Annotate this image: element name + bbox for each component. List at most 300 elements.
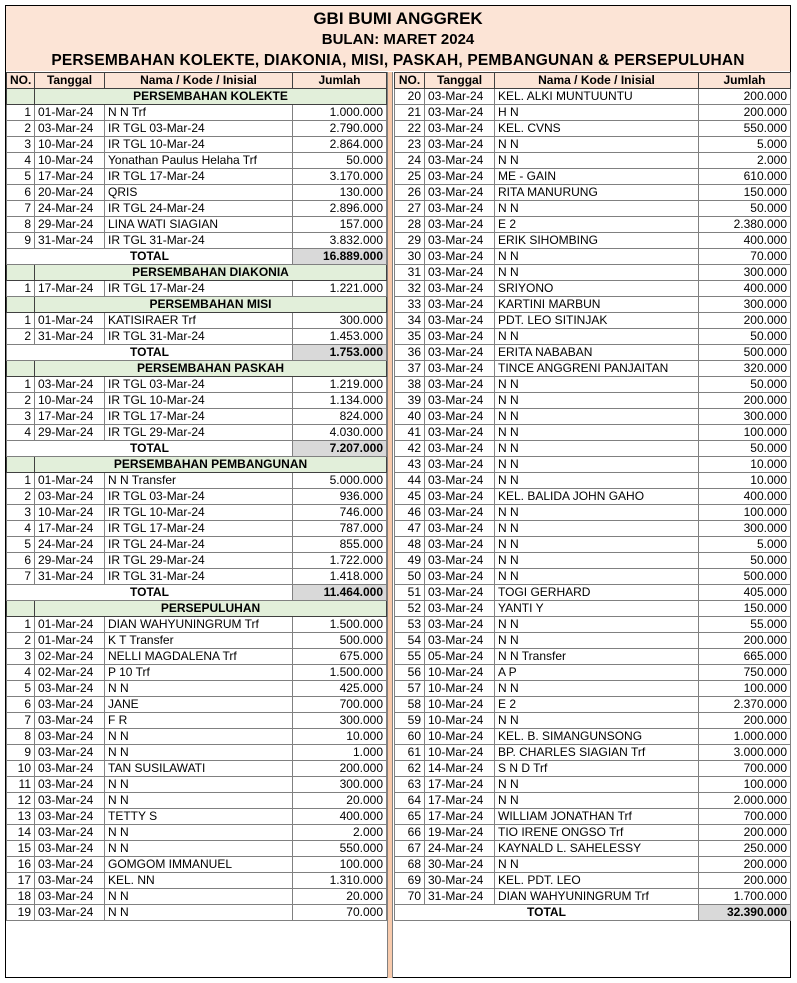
row-amount: 100.000 <box>699 681 791 697</box>
row-number: 29 <box>395 233 425 249</box>
row-number: 56 <box>395 665 425 681</box>
row-amount: 200.000 <box>699 393 791 409</box>
row-name: N N <box>495 137 699 153</box>
table-row <box>7 649 387 665</box>
row-name: N N <box>495 201 699 217</box>
row-date: 03-Mar-24 <box>425 489 495 505</box>
row-amount: 5.000 <box>699 537 791 553</box>
total-row <box>7 249 387 265</box>
table-row <box>395 425 791 441</box>
table-row <box>7 633 387 649</box>
row-date: 10-Mar-24 <box>425 745 495 761</box>
row-date: 03-Mar-24 <box>425 537 495 553</box>
table-row <box>395 665 791 681</box>
row-date: 17-Mar-24 <box>425 777 495 793</box>
table-row <box>7 473 387 489</box>
row-date: 10-Mar-24 <box>35 505 105 521</box>
header-no: NO. <box>395 73 425 89</box>
row-date: 03-Mar-24 <box>425 137 495 153</box>
row-amount: 200.000 <box>699 713 791 729</box>
table-row <box>395 729 791 745</box>
table-row <box>395 713 791 729</box>
row-name: LINA WATI SIAGIAN <box>105 217 293 233</box>
row-amount: 1.221.000 <box>293 281 387 297</box>
row-date: 03-Mar-24 <box>425 601 495 617</box>
row-amount: 5.000.000 <box>293 473 387 489</box>
row-name: WILLIAM JONATHAN Trf <box>495 809 699 825</box>
row-number: 11 <box>7 777 35 793</box>
row-name: RITA MANURUNG <box>495 185 699 201</box>
row-date: 17-Mar-24 <box>35 281 105 297</box>
row-date: 03-Mar-24 <box>425 521 495 537</box>
right-header-row <box>395 73 791 89</box>
row-date: 30-Mar-24 <box>425 857 495 873</box>
table-row <box>7 425 387 441</box>
section-blank-cell <box>7 265 35 281</box>
row-name: N N <box>495 569 699 585</box>
row-name: KAYNALD L. SAHELESSY <box>495 841 699 857</box>
row-number: 69 <box>395 873 425 889</box>
row-name: KEL. ALKI MUNTUUNTU <box>495 89 699 105</box>
row-number: 8 <box>7 217 35 233</box>
section-blank-cell <box>7 457 35 473</box>
row-number: 49 <box>395 553 425 569</box>
row-date: 03-Mar-24 <box>35 889 105 905</box>
row-amount: 936.000 <box>293 489 387 505</box>
row-amount: 50.000 <box>293 153 387 169</box>
row-name: TINCE ANGGRENI PANJAITAN <box>495 361 699 377</box>
row-date: 03-Mar-24 <box>425 441 495 457</box>
table-row <box>395 537 791 553</box>
row-number: 55 <box>395 649 425 665</box>
row-number: 20 <box>395 89 425 105</box>
total-row <box>395 905 791 921</box>
section-blank-cell <box>7 601 35 617</box>
row-date: 03-Mar-24 <box>425 265 495 281</box>
table-row <box>395 649 791 665</box>
row-date: 01-Mar-24 <box>35 313 105 329</box>
table-row <box>395 697 791 713</box>
row-name: N N <box>105 777 293 793</box>
row-amount: 787.000 <box>293 521 387 537</box>
title-block <box>6 6 790 71</box>
row-date: 10-Mar-24 <box>35 393 105 409</box>
row-amount: 1.500.000 <box>293 617 387 633</box>
row-amount: 610.000 <box>699 169 791 185</box>
row-date: 03-Mar-24 <box>35 841 105 857</box>
row-name: IR TGL 17-Mar-24 <box>105 521 293 537</box>
row-number: 58 <box>395 697 425 713</box>
row-amount: 157.000 <box>293 217 387 233</box>
row-name: IR TGL 17-Mar-24 <box>105 281 293 297</box>
row-name: N N Transfer <box>495 649 699 665</box>
row-number: 42 <box>395 441 425 457</box>
row-date: 03-Mar-24 <box>35 377 105 393</box>
row-amount: 10.000 <box>293 729 387 745</box>
row-amount: 300.000 <box>293 777 387 793</box>
row-name: TIO IRENE ONGSO Trf <box>495 825 699 841</box>
row-name: IR TGL 10-Mar-24 <box>105 505 293 521</box>
section-title: PERSEMBAHAN PASKAH <box>35 361 387 377</box>
row-amount: 200.000 <box>699 873 791 889</box>
table-row <box>395 841 791 857</box>
row-date: 03-Mar-24 <box>425 377 495 393</box>
row-name: QRIS <box>105 185 293 201</box>
row-amount: 1.134.000 <box>293 393 387 409</box>
row-number: 16 <box>7 857 35 873</box>
row-number: 21 <box>395 105 425 121</box>
table-row <box>395 889 791 905</box>
row-date: 31-Mar-24 <box>35 233 105 249</box>
row-date: 20-Mar-24 <box>35 185 105 201</box>
row-name: IR TGL 31-Mar-24 <box>105 569 293 585</box>
total-row <box>7 585 387 601</box>
row-number: 18 <box>7 889 35 905</box>
table-row <box>7 217 387 233</box>
left-table <box>6 72 387 921</box>
section-title: PERSEPULUHAN <box>35 601 387 617</box>
row-date: 29-Mar-24 <box>35 217 105 233</box>
row-name: N N <box>105 825 293 841</box>
table-row <box>7 889 387 905</box>
row-number: 53 <box>395 617 425 633</box>
row-number: 27 <box>395 201 425 217</box>
row-name: N N Trf <box>105 105 293 121</box>
row-number: 6 <box>7 697 35 713</box>
row-number: 48 <box>395 537 425 553</box>
row-date: 03-Mar-24 <box>425 617 495 633</box>
row-amount: 500.000 <box>699 569 791 585</box>
row-number: 28 <box>395 217 425 233</box>
row-name: N N <box>495 505 699 521</box>
row-number: 2 <box>7 633 35 649</box>
row-number: 63 <box>395 777 425 793</box>
table-row <box>395 553 791 569</box>
section-title: PERSEMBAHAN DIAKONIA <box>35 265 387 281</box>
row-number: 65 <box>395 809 425 825</box>
row-name: A P <box>495 665 699 681</box>
header-name: Nama / Kode / Inisial <box>495 73 699 89</box>
row-amount: 500.000 <box>699 345 791 361</box>
row-name: N N <box>495 777 699 793</box>
row-date: 05-Mar-24 <box>425 649 495 665</box>
table-row <box>7 201 387 217</box>
table-row <box>395 681 791 697</box>
row-date: 03-Mar-24 <box>425 425 495 441</box>
row-amount: 2.000.000 <box>699 793 791 809</box>
row-amount: 405.000 <box>699 585 791 601</box>
table-row <box>395 777 791 793</box>
table-row <box>7 713 387 729</box>
table-row <box>395 217 791 233</box>
row-number: 35 <box>395 329 425 345</box>
table-row <box>395 377 791 393</box>
row-date: 14-Mar-24 <box>425 761 495 777</box>
row-amount: 70.000 <box>293 905 387 921</box>
row-amount: 1.310.000 <box>293 873 387 889</box>
row-amount: 50.000 <box>699 377 791 393</box>
row-number: 57 <box>395 681 425 697</box>
row-name: KARTINI MARBUN <box>495 297 699 313</box>
table-row <box>7 777 387 793</box>
row-amount: 550.000 <box>293 841 387 857</box>
row-date: 03-Mar-24 <box>425 201 495 217</box>
row-name: N N <box>105 841 293 857</box>
row-amount: 1.722.000 <box>293 553 387 569</box>
table-row <box>7 313 387 329</box>
row-name: GOMGOM IMMANUEL <box>105 857 293 873</box>
row-name: KEL. BALIDA JOHN GAHO <box>495 489 699 505</box>
row-name: YANTI Y <box>495 601 699 617</box>
report-title: PERSEMBAHAN KOLEKTE, DIAKONIA, MISI, PASKAH, PEMBANGUNAN & PERSEPULUHAN <box>51 52 745 69</box>
row-amount: 200.000 <box>699 89 791 105</box>
row-number: 26 <box>395 185 425 201</box>
row-number: 1 <box>7 377 35 393</box>
row-date: 03-Mar-24 <box>35 777 105 793</box>
row-number: 59 <box>395 713 425 729</box>
row-amount: 425.000 <box>293 681 387 697</box>
row-number: 17 <box>7 873 35 889</box>
row-amount: 200.000 <box>699 825 791 841</box>
row-date: 03-Mar-24 <box>425 217 495 233</box>
church-title: GBI BUMI ANGGREK <box>313 9 483 28</box>
row-name: IR TGL 31-Mar-24 <box>105 233 293 249</box>
row-amount: 10.000 <box>699 473 791 489</box>
row-name: Yonathan Paulus Helaha Trf <box>105 153 293 169</box>
table-row <box>7 121 387 137</box>
header-no: NO. <box>7 73 35 89</box>
row-number: 43 <box>395 457 425 473</box>
row-amount: 2.000 <box>699 153 791 169</box>
row-date: 03-Mar-24 <box>425 233 495 249</box>
row-number: 41 <box>395 425 425 441</box>
row-date: 03-Mar-24 <box>425 585 495 601</box>
row-name: N N <box>495 377 699 393</box>
row-name: N N <box>495 153 699 169</box>
row-number: 38 <box>395 377 425 393</box>
row-number: 31 <box>395 265 425 281</box>
row-date: 03-Mar-24 <box>35 905 105 921</box>
table-row <box>395 793 791 809</box>
table-row <box>395 745 791 761</box>
row-number: 1 <box>7 105 35 121</box>
row-date: 03-Mar-24 <box>425 297 495 313</box>
table-row <box>395 137 791 153</box>
table-row <box>7 505 387 521</box>
row-amount: 700.000 <box>699 761 791 777</box>
row-date: 01-Mar-24 <box>35 617 105 633</box>
row-date: 30-Mar-24 <box>425 873 495 889</box>
row-name: DIAN WAHYUNINGRUM Trf <box>105 617 293 633</box>
header-date: Tanggal <box>425 73 495 89</box>
row-number: 64 <box>395 793 425 809</box>
row-name: IR TGL 24-Mar-24 <box>105 201 293 217</box>
row-date: 17-Mar-24 <box>35 169 105 185</box>
row-amount: 300.000 <box>293 313 387 329</box>
row-amount: 1.418.000 <box>293 569 387 585</box>
row-date: 10-Mar-24 <box>35 153 105 169</box>
section-title: PERSEMBAHAN MISI <box>35 297 387 313</box>
row-number: 45 <box>395 489 425 505</box>
row-name: IR TGL 10-Mar-24 <box>105 137 293 153</box>
row-number: 7 <box>7 201 35 217</box>
row-date: 01-Mar-24 <box>35 633 105 649</box>
table-row <box>7 809 387 825</box>
row-amount: 300.000 <box>699 265 791 281</box>
row-amount: 150.000 <box>699 185 791 201</box>
row-amount: 200.000 <box>699 313 791 329</box>
row-name: N N <box>105 681 293 697</box>
row-date: 03-Mar-24 <box>425 185 495 201</box>
table-row <box>7 137 387 153</box>
row-date: 29-Mar-24 <box>35 553 105 569</box>
row-name: N N <box>495 393 699 409</box>
total-label: TOTAL <box>7 345 293 361</box>
table-row <box>395 249 791 265</box>
row-name: N N Transfer <box>105 473 293 489</box>
row-name: IR TGL 10-Mar-24 <box>105 393 293 409</box>
row-date: 03-Mar-24 <box>425 553 495 569</box>
row-amount: 10.000 <box>699 457 791 473</box>
row-amount: 55.000 <box>699 617 791 633</box>
header-name: Nama / Kode / Inisial <box>105 73 293 89</box>
row-name: IR TGL 24-Mar-24 <box>105 537 293 553</box>
row-date: 03-Mar-24 <box>425 457 495 473</box>
row-name: IR TGL 17-Mar-24 <box>105 169 293 185</box>
row-amount: 130.000 <box>293 185 387 201</box>
row-number: 68 <box>395 857 425 873</box>
table-row <box>395 617 791 633</box>
row-name: P 10 Trf <box>105 665 293 681</box>
row-amount: 550.000 <box>699 121 791 137</box>
section-header-row <box>7 89 387 105</box>
row-amount: 855.000 <box>293 537 387 553</box>
row-amount: 50.000 <box>699 329 791 345</box>
row-number: 46 <box>395 505 425 521</box>
row-name: N N <box>495 521 699 537</box>
table-row <box>395 857 791 873</box>
table-row <box>395 329 791 345</box>
row-date: 17-Mar-24 <box>425 809 495 825</box>
row-name: N N <box>495 633 699 649</box>
total-amount: 32.390.000 <box>699 905 791 921</box>
row-name: E 2 <box>495 697 699 713</box>
row-amount: 400.000 <box>293 809 387 825</box>
section-header-row <box>7 361 387 377</box>
table-row <box>395 601 791 617</box>
table-row <box>7 377 387 393</box>
row-name: ME - GAIN <box>495 169 699 185</box>
row-date: 03-Mar-24 <box>35 713 105 729</box>
row-amount: 200.000 <box>699 633 791 649</box>
row-date: 03-Mar-24 <box>425 249 495 265</box>
table-row <box>7 905 387 921</box>
row-name: N N <box>105 793 293 809</box>
row-amount: 2.000 <box>293 825 387 841</box>
table-row <box>395 505 791 521</box>
table-row <box>395 521 791 537</box>
row-name: NELLI MAGDALENA Trf <box>105 649 293 665</box>
row-date: 03-Mar-24 <box>35 489 105 505</box>
row-number: 54 <box>395 633 425 649</box>
row-number: 2 <box>7 329 35 345</box>
row-name: K T Transfer <box>105 633 293 649</box>
table-row <box>395 105 791 121</box>
table-row <box>7 537 387 553</box>
row-number: 5 <box>7 681 35 697</box>
row-number: 67 <box>395 841 425 857</box>
table-row <box>395 89 791 105</box>
table-row <box>395 121 791 137</box>
row-name: IR TGL 03-Mar-24 <box>105 377 293 393</box>
row-amount: 1.219.000 <box>293 377 387 393</box>
row-number: 52 <box>395 601 425 617</box>
table-row <box>395 361 791 377</box>
row-amount: 200.000 <box>699 105 791 121</box>
total-amount: 1.753.000 <box>293 345 387 361</box>
row-number: 7 <box>7 713 35 729</box>
row-date: 03-Mar-24 <box>35 793 105 809</box>
row-date: 03-Mar-24 <box>425 345 495 361</box>
total-amount: 11.464.000 <box>293 585 387 601</box>
row-date: 17-Mar-24 <box>425 793 495 809</box>
table-row <box>395 297 791 313</box>
row-number: 23 <box>395 137 425 153</box>
table-row <box>7 489 387 505</box>
row-name: KEL. B. SIMANGUNSONG <box>495 729 699 745</box>
row-amount: 2.790.000 <box>293 121 387 137</box>
table-row <box>7 153 387 169</box>
table-row <box>7 185 387 201</box>
row-number: 30 <box>395 249 425 265</box>
table-row <box>7 825 387 841</box>
row-date: 03-Mar-24 <box>35 729 105 745</box>
header-amount: Jumlah <box>699 73 791 89</box>
row-date: 03-Mar-24 <box>425 121 495 137</box>
section-blank-cell <box>7 361 35 377</box>
row-date: 03-Mar-24 <box>425 169 495 185</box>
table-row <box>395 281 791 297</box>
column-divider <box>387 72 393 978</box>
row-number: 3 <box>7 409 35 425</box>
row-date: 10-Mar-24 <box>425 681 495 697</box>
row-number: 9 <box>7 233 35 249</box>
row-date: 03-Mar-24 <box>425 329 495 345</box>
row-number: 33 <box>395 297 425 313</box>
row-number: 7 <box>7 569 35 585</box>
section-header-row <box>7 297 387 313</box>
row-amount: 100.000 <box>699 425 791 441</box>
row-amount: 700.000 <box>293 697 387 713</box>
row-date: 03-Mar-24 <box>425 105 495 121</box>
table-row <box>395 457 791 473</box>
row-name: KEL. NN <box>105 873 293 889</box>
row-number: 61 <box>395 745 425 761</box>
row-amount: 1.453.000 <box>293 329 387 345</box>
row-amount: 320.000 <box>699 361 791 377</box>
row-name: ERITA NABABAN <box>495 345 699 361</box>
row-name: TOGI GERHARD <box>495 585 699 601</box>
spreadsheet <box>5 5 791 978</box>
row-date: 31-Mar-24 <box>425 889 495 905</box>
table-row <box>395 633 791 649</box>
row-amount: 100.000 <box>699 505 791 521</box>
section-header-row <box>7 265 387 281</box>
row-date: 03-Mar-24 <box>35 873 105 889</box>
row-name: F R <box>105 713 293 729</box>
row-date: 24-Mar-24 <box>35 537 105 553</box>
row-date: 17-Mar-24 <box>35 521 105 537</box>
